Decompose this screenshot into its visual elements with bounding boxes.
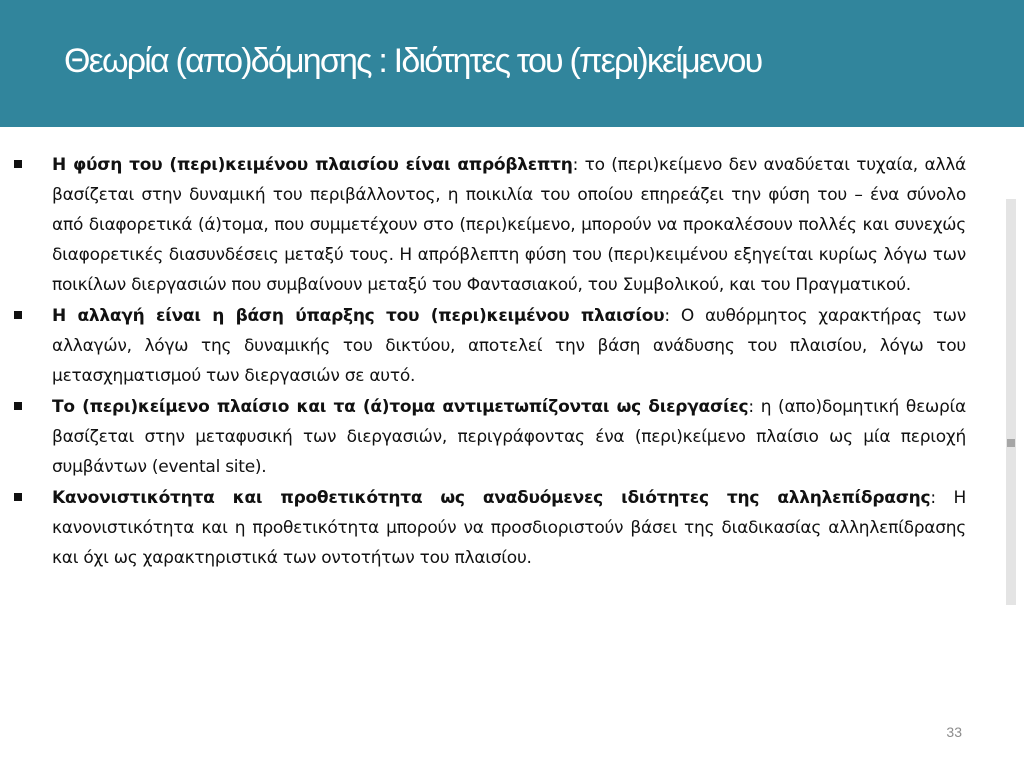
slide-title: Θεωρία (απο)δόμησης : Ιδιότητες του (περι)κείμενου — [64, 42, 762, 80]
square-bullet-icon — [14, 402, 22, 410]
bullet-list — [14, 150, 966, 573]
square-bullet-icon — [14, 160, 22, 168]
bullet-heading: Η φύση του (περι)κειμένου πλαισίου είναι απρόβλεπτη — [52, 155, 573, 175]
square-bullet-icon — [14, 311, 22, 319]
square-bullet-icon — [14, 493, 22, 501]
title-banner — [0, 0, 1024, 127]
bullet-heading: Κανονιστικότητα και προθετικότητα ως αναδυόμενες ιδιότητες της αλληλεπίδρασης — [52, 488, 931, 508]
bullet-item — [14, 301, 966, 391]
bullet-text: : η (απο)δομητική θεωρία βασίζεται στην μεταφυσική των διεργασιών, περιγράφοντας ένα (περι)κείμενο πλαίσιο ως μία περιοχή συμβάντων (evental site). — [52, 397, 966, 477]
scrollbar-thumb[interactable] — [1007, 439, 1015, 447]
bullet-text: : Η κανονιστικότητα και η προθετικότητα μπορούν να προσδιοριστούν βάσει της διαδικασίας αλληλεπίδρασης και όχι ως χαρακτηριστικά των οντοτήτων του πλαισίου. — [52, 488, 966, 568]
bullet-text: : Ο αυθόρμητος χαρακτήρας των αλλαγών, λόγω της δυναμικής του δικτύου, αποτελεί την βάση ανάδυσης του πλαισίου, λόγω του μετασχηματισμού των διεργασιών σε αυτό. — [52, 306, 966, 386]
bullet-item — [14, 150, 966, 300]
bullet-heading: Η αλλαγή είναι η βάση ύπαρξης του (περι)κειμένου πλαισίου — [52, 306, 665, 326]
bullet-item — [14, 483, 966, 573]
page-number: 33 — [946, 724, 962, 740]
slide-content — [14, 150, 966, 574]
bullet-heading: Το (περι)κείμενο πλαίσιο και τα (ά)τομα αντιμετωπίζονται ως διεργασίες — [52, 397, 749, 417]
bullet-item — [14, 392, 966, 482]
scrollbar-track[interactable] — [1006, 199, 1016, 605]
bullet-text: : το (περι)κείμενο δεν αναδύεται τυχαία, αλλά βασίζεται στην δυναμική του περιβάλλοντος, η ποικιλία του οποίου επηρεάζει την φύση του – ένα σύνολο από διαφορετικά (ά)τομα, που συμμετέχουν στο (περι)κείμενο, μπορούν να προκαλέσουν πολλές και συνεχώς διαφορετικές διασυνδέσεις μεταξύ τους. Η απρόβλεπτη φύση του (περι)κειμένου εξηγείται κυρίως λόγω των ποικίλων διεργασιών που συμβαίνουν μεταξύ του Φαντασιακού, του Συμβολικού, και του Πραγματικού. — [52, 155, 966, 295]
